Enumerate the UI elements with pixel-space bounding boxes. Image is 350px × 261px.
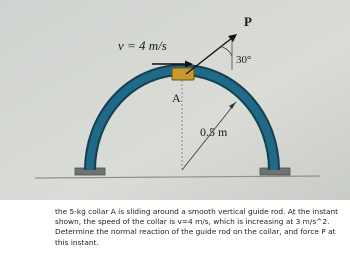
angle-label: 30° [236, 54, 252, 66]
problem-text: the 5-kg collar A is sliding around a smooth vertical guide rod. At the instant shown, the speed of the collar is v=4 m/s, which is increasing at 3 m/s^2. Determine the normal reaction of the guide rod on the collar, and force P at this instant. [55, 207, 339, 247]
force-label: P [244, 14, 252, 29]
speed-label: v = 4 m/s [118, 38, 167, 53]
radius-label: 0.5 m [200, 125, 228, 139]
collar-label: A [172, 91, 181, 105]
